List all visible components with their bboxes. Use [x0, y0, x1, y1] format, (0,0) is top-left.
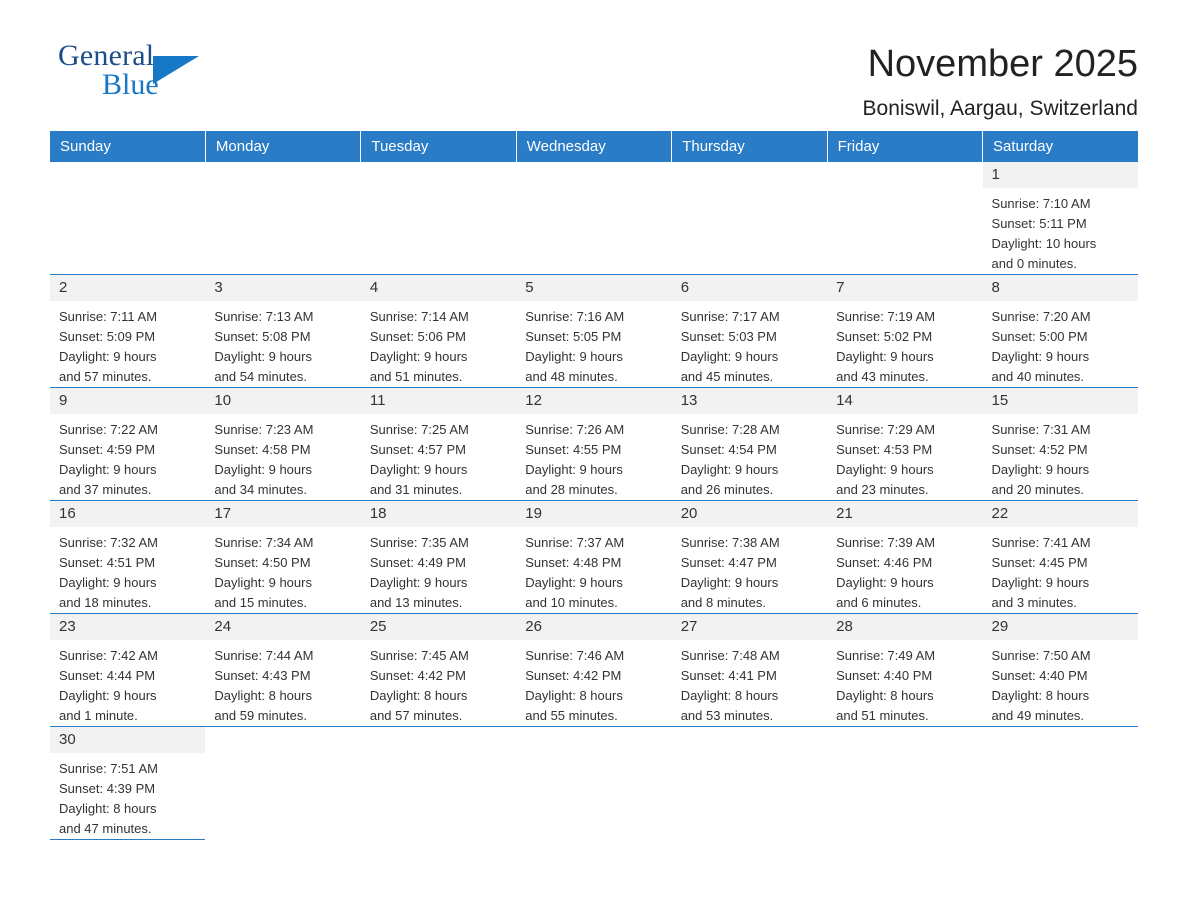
day-info-daylight2: and 6 minutes.: [836, 595, 922, 610]
day-info-sunset: Sunset: 4:40 PM: [991, 668, 1088, 683]
day-info-sunrise: Sunrise: 7:34 AM: [214, 535, 314, 550]
calendar-day-cell[interactable]: [361, 501, 516, 614]
calendar-table: [50, 131, 1138, 840]
location-subtitle: Boniswil, Aargau, Switzerland: [862, 97, 1138, 120]
page-header: [50, 39, 1138, 120]
day-number: 26: [516, 614, 671, 640]
day-number: 12: [516, 388, 671, 414]
day-info: [827, 527, 982, 613]
calendar-week-row: [50, 275, 1138, 388]
day-info-sunrise: Sunrise: 7:26 AM: [525, 422, 625, 437]
day-info-daylight1: Daylight: 9 hours: [525, 462, 623, 477]
day-info-daylight2: and 57 minutes.: [369, 708, 463, 723]
day-number: 15: [983, 388, 1138, 414]
day-info-sunrise: Sunrise: 7:29 AM: [836, 422, 936, 437]
day-info-daylight1: Daylight: 8 hours: [991, 688, 1090, 703]
calendar-cell-empty: [827, 162, 982, 275]
day-info: [361, 301, 516, 387]
calendar-cell-blank: [516, 727, 671, 840]
day-number: 24: [205, 614, 360, 640]
calendar-day-cell[interactable]: [50, 388, 205, 501]
day-info-daylight1: Daylight: 9 hours: [59, 349, 157, 364]
day-info-sunset: Sunset: 4:53 PM: [836, 442, 933, 457]
day-info: [205, 414, 360, 500]
day-info: [50, 640, 205, 726]
day-info-sunrise: Sunrise: 7:10 AM: [991, 196, 1091, 211]
day-info: [983, 640, 1138, 726]
calendar-day-cell[interactable]: [361, 388, 516, 501]
day-info-daylight1: Daylight: 9 hours: [836, 349, 934, 364]
calendar-day-cell[interactable]: [672, 501, 827, 614]
day-info: [516, 414, 671, 500]
day-info-sunrise: Sunrise: 7:28 AM: [680, 422, 780, 437]
day-info-daylight1: Daylight: 9 hours: [680, 462, 779, 477]
day-info-sunrise: Sunrise: 7:39 AM: [836, 535, 936, 550]
calendar-day-cell[interactable]: [516, 614, 671, 727]
day-number: 14: [827, 388, 982, 414]
day-info: [50, 414, 205, 500]
day-number: 18: [361, 501, 516, 527]
calendar-cell-empty: [361, 162, 516, 275]
day-info-daylight2: and 37 minutes.: [59, 482, 152, 497]
calendar-day-cell[interactable]: [672, 614, 827, 727]
calendar-day-cell[interactable]: [205, 388, 360, 501]
day-info: [361, 414, 516, 500]
logo: [50, 40, 260, 112]
day-info: [516, 640, 671, 726]
calendar-cell-blank: [983, 727, 1138, 840]
day-info-daylight2: and 40 minutes.: [991, 369, 1085, 384]
day-info-sunset: Sunset: 4:57 PM: [369, 442, 466, 457]
day-info-sunrise: Sunrise: 7:44 AM: [214, 648, 314, 663]
day-info-daylight1: Daylight: 8 hours: [836, 688, 934, 703]
day-info-sunrise: Sunrise: 7:48 AM: [680, 648, 780, 663]
day-info-sunrise: Sunrise: 7:19 AM: [836, 309, 936, 324]
day-info-daylight2: and 20 minutes.: [991, 482, 1085, 497]
day-info-sunset: Sunset: 4:54 PM: [680, 442, 777, 457]
day-info-daylight1: Daylight: 9 hours: [680, 575, 779, 590]
day-info-sunset: Sunset: 4:55 PM: [525, 442, 622, 457]
calendar-day-cell[interactable]: [827, 388, 982, 501]
day-info-sunset: Sunset: 4:39 PM: [59, 781, 156, 796]
day-info-daylight2: and 59 minutes.: [214, 708, 307, 723]
day-info-daylight2: and 54 minutes.: [214, 369, 307, 384]
day-info: [50, 527, 205, 613]
day-info-sunset: Sunset: 4:45 PM: [991, 555, 1088, 570]
calendar-week-row: [50, 388, 1138, 501]
day-number: 20: [672, 501, 827, 527]
calendar-day-cell[interactable]: [50, 501, 205, 614]
day-number: 13: [672, 388, 827, 414]
calendar-day-cell[interactable]: [983, 388, 1138, 501]
day-info-daylight1: Daylight: 9 hours: [59, 688, 157, 703]
day-number: 8: [983, 275, 1138, 301]
day-info-sunset: Sunset: 4:47 PM: [680, 555, 777, 570]
day-info-sunset: Sunset: 4:42 PM: [369, 668, 466, 683]
calendar-week-row: [50, 614, 1138, 727]
day-info-daylight1: Daylight: 9 hours: [836, 462, 934, 477]
day-info-sunrise: Sunrise: 7:13 AM: [214, 309, 314, 324]
day-info-daylight2: and 15 minutes.: [214, 595, 307, 610]
calendar-day-cell[interactable]: [361, 275, 516, 388]
day-number: 9: [50, 388, 205, 414]
day-info-sunrise: Sunrise: 7:37 AM: [525, 535, 625, 550]
day-info-daylight1: Daylight: 9 hours: [214, 575, 312, 590]
calendar-day-cell[interactable]: [50, 275, 205, 388]
day-number: 22: [983, 501, 1138, 527]
calendar-week-row: [50, 727, 1138, 840]
day-info: [983, 414, 1138, 500]
calendar-day-cell[interactable]: [827, 501, 982, 614]
day-info-daylight1: Daylight: 9 hours: [680, 349, 779, 364]
calendar-cell-empty: [50, 162, 205, 275]
day-info-daylight1: Daylight: 10 hours: [991, 236, 1097, 251]
calendar-day-cell[interactable]: [672, 388, 827, 501]
day-info-sunrise: Sunrise: 7:32 AM: [59, 535, 158, 550]
day-info-daylight2: and 28 minutes.: [525, 482, 618, 497]
day-info: [827, 414, 982, 500]
calendar-cell-blank: [672, 727, 827, 840]
calendar-week-row: [50, 501, 1138, 614]
day-info-sunrise: Sunrise: 7:14 AM: [369, 309, 469, 324]
day-info-daylight2: and 3 minutes.: [991, 595, 1077, 610]
weekday-header-thursday: Thursday: [672, 131, 827, 162]
weekday-header-monday: Monday: [205, 131, 360, 162]
calendar-cell-empty: [672, 162, 827, 275]
day-info-sunset: Sunset: 5:06 PM: [369, 329, 466, 344]
day-number: 1: [983, 162, 1138, 188]
day-info-daylight1: Daylight: 9 hours: [369, 462, 468, 477]
day-info: [50, 753, 205, 839]
calendar-cell-empty: [516, 162, 671, 275]
day-info-sunset: Sunset: 4:46 PM: [836, 555, 933, 570]
day-info-sunset: Sunset: 4:50 PM: [214, 555, 311, 570]
day-info: [361, 527, 516, 613]
day-info-sunrise: Sunrise: 7:25 AM: [369, 422, 469, 437]
day-info: [361, 640, 516, 726]
day-info-daylight2: and 23 minutes.: [836, 482, 929, 497]
day-info-daylight1: Daylight: 9 hours: [991, 575, 1090, 590]
title-block: [863, 40, 1138, 124]
day-info-sunset: Sunset: 5:03 PM: [680, 329, 777, 344]
day-number: 16: [50, 501, 205, 527]
day-info-daylight1: Daylight: 9 hours: [369, 349, 468, 364]
day-info-daylight2: and 53 minutes.: [680, 708, 774, 723]
day-info-daylight1: Daylight: 8 hours: [525, 688, 623, 703]
day-info-sunrise: Sunrise: 7:46 AM: [525, 648, 625, 663]
day-info: [516, 301, 671, 387]
day-info-daylight2: and 1 minute.: [59, 708, 138, 723]
day-info-sunrise: Sunrise: 7:38 AM: [680, 535, 780, 550]
weekday-header-friday: Friday: [827, 131, 982, 162]
day-info-sunset: Sunset: 4:51 PM: [59, 555, 156, 570]
weekday-header-wednesday: Wednesday: [516, 131, 671, 162]
calendar-cell-blank: [361, 727, 516, 840]
day-number: 23: [50, 614, 205, 640]
day-info-sunrise: Sunrise: 7:22 AM: [59, 422, 158, 437]
logo-triangle-icon: [153, 56, 199, 84]
day-info: [50, 301, 205, 387]
day-info-sunset: Sunset: 4:42 PM: [525, 668, 622, 683]
day-info-daylight2: and 57 minutes.: [59, 369, 152, 384]
day-info-daylight1: Daylight: 8 hours: [59, 801, 157, 816]
day-info-daylight1: Daylight: 9 hours: [836, 575, 934, 590]
day-number: 21: [827, 501, 982, 527]
day-info-daylight2: and 47 minutes.: [59, 821, 152, 836]
day-info-daylight1: Daylight: 9 hours: [991, 462, 1090, 477]
calendar-week-row: [50, 162, 1138, 275]
logo-text-general: General: [58, 39, 155, 72]
calendar-day-cell[interactable]: [983, 162, 1138, 275]
day-info-daylight1: Daylight: 9 hours: [59, 462, 157, 477]
day-number: 28: [827, 614, 982, 640]
day-number: 19: [516, 501, 671, 527]
day-info: [672, 414, 827, 500]
page-title: November 2025: [867, 43, 1138, 85]
day-info-sunrise: Sunrise: 7:16 AM: [525, 309, 625, 324]
calendar-day-cell[interactable]: [50, 727, 205, 840]
day-info-sunrise: Sunrise: 7:45 AM: [369, 648, 469, 663]
calendar-day-cell[interactable]: [50, 614, 205, 727]
calendar-body: [50, 162, 1138, 840]
day-info: [205, 640, 360, 726]
day-info-daylight1: Daylight: 8 hours: [369, 688, 468, 703]
day-info-daylight2: and 48 minutes.: [525, 369, 618, 384]
day-info-daylight1: Daylight: 9 hours: [59, 575, 157, 590]
day-info-daylight2: and 34 minutes.: [214, 482, 307, 497]
day-info-daylight2: and 55 minutes.: [525, 708, 618, 723]
day-info: [827, 640, 982, 726]
day-number: 10: [205, 388, 360, 414]
day-info-daylight1: Daylight: 9 hours: [525, 575, 623, 590]
logo-text-blue: Blue: [102, 68, 159, 101]
day-info-sunrise: Sunrise: 7:51 AM: [59, 761, 158, 776]
day-info-daylight2: and 26 minutes.: [680, 482, 774, 497]
calendar-day-cell[interactable]: [516, 275, 671, 388]
calendar-cell-blank: [205, 727, 360, 840]
day-number: 29: [983, 614, 1138, 640]
day-number: 5: [516, 275, 671, 301]
day-info-daylight1: Daylight: 9 hours: [991, 349, 1090, 364]
day-info-sunrise: Sunrise: 7:23 AM: [214, 422, 314, 437]
day-info-daylight1: Daylight: 9 hours: [369, 575, 468, 590]
day-number: 2: [50, 275, 205, 301]
day-number: 6: [672, 275, 827, 301]
day-info: [205, 301, 360, 387]
day-info-sunset: Sunset: 5:02 PM: [836, 329, 933, 344]
calendar-day-cell[interactable]: [983, 501, 1138, 614]
day-info: [827, 301, 982, 387]
day-info-sunset: Sunset: 4:44 PM: [59, 668, 156, 683]
calendar-day-cell[interactable]: [827, 614, 982, 727]
day-info-daylight1: Daylight: 9 hours: [214, 349, 312, 364]
day-info-sunset: Sunset: 5:08 PM: [214, 329, 311, 344]
day-info-sunrise: Sunrise: 7:17 AM: [680, 309, 780, 324]
day-info-sunset: Sunset: 4:43 PM: [214, 668, 311, 683]
calendar-day-cell[interactable]: [983, 275, 1138, 388]
day-info-daylight2: and 10 minutes.: [525, 595, 618, 610]
day-info-sunrise: Sunrise: 7:41 AM: [991, 535, 1091, 550]
day-info: [672, 640, 827, 726]
weekday-header-saturday: Saturday: [983, 131, 1138, 162]
day-number: 17: [205, 501, 360, 527]
calendar-cell-blank: [827, 727, 982, 840]
day-info-daylight2: and 0 minutes.: [991, 256, 1077, 271]
day-number: 27: [672, 614, 827, 640]
day-info-daylight2: and 8 minutes.: [680, 595, 766, 610]
day-info-sunset: Sunset: 4:58 PM: [214, 442, 311, 457]
day-info-daylight1: Daylight: 9 hours: [525, 349, 623, 364]
day-info-sunrise: Sunrise: 7:11 AM: [59, 309, 158, 324]
day-info-sunset: Sunset: 5:11 PM: [991, 216, 1087, 231]
calendar-day-cell[interactable]: [516, 501, 671, 614]
day-info-daylight1: Daylight: 8 hours: [680, 688, 779, 703]
day-number: 3: [205, 275, 360, 301]
day-info-daylight2: and 51 minutes.: [836, 708, 929, 723]
calendar-day-cell[interactable]: [983, 614, 1138, 727]
day-info-sunset: Sunset: 4:40 PM: [836, 668, 933, 683]
day-number: 11: [361, 388, 516, 414]
day-info-daylight2: and 31 minutes.: [369, 482, 463, 497]
day-info-daylight2: and 43 minutes.: [836, 369, 929, 384]
day-info-sunrise: Sunrise: 7:50 AM: [991, 648, 1091, 663]
day-info: [516, 527, 671, 613]
day-info: [983, 301, 1138, 387]
day-info-sunrise: Sunrise: 7:20 AM: [991, 309, 1091, 324]
day-info-sunrise: Sunrise: 7:42 AM: [59, 648, 158, 663]
day-info-sunrise: Sunrise: 7:49 AM: [836, 648, 936, 663]
day-info-daylight1: Daylight: 9 hours: [214, 462, 312, 477]
day-info: [205, 527, 360, 613]
day-info-sunset: Sunset: 4:49 PM: [369, 555, 466, 570]
calendar-day-cell[interactable]: [827, 275, 982, 388]
calendar-day-cell[interactable]: [205, 501, 360, 614]
calendar-cell-empty: [205, 162, 360, 275]
day-info: [983, 527, 1138, 613]
calendar-day-cell[interactable]: [205, 614, 360, 727]
day-info-daylight2: and 45 minutes.: [680, 369, 774, 384]
day-number: 30: [50, 727, 205, 753]
weekday-header-sunday: Sunday: [50, 131, 205, 162]
day-info-sunrise: Sunrise: 7:31 AM: [991, 422, 1091, 437]
day-info-sunset: Sunset: 4:41 PM: [680, 668, 777, 683]
day-info-sunrise: Sunrise: 7:35 AM: [369, 535, 469, 550]
day-info-daylight2: and 18 minutes.: [59, 595, 152, 610]
day-info-sunset: Sunset: 4:48 PM: [525, 555, 622, 570]
calendar-day-cell[interactable]: [672, 275, 827, 388]
day-number: 4: [361, 275, 516, 301]
day-info-sunset: Sunset: 4:52 PM: [991, 442, 1088, 457]
day-info-daylight1: Daylight: 8 hours: [214, 688, 312, 703]
day-info-daylight2: and 13 minutes.: [369, 595, 463, 610]
calendar-day-cell[interactable]: [516, 388, 671, 501]
weekday-header-tuesday: Tuesday: [361, 131, 516, 162]
day-info: [672, 527, 827, 613]
calendar-day-cell[interactable]: [205, 275, 360, 388]
day-info-sunset: Sunset: 5:00 PM: [991, 329, 1088, 344]
day-info-daylight2: and 49 minutes.: [991, 708, 1085, 723]
day-info: [672, 301, 827, 387]
day-number: 25: [361, 614, 516, 640]
day-info-sunset: Sunset: 4:59 PM: [59, 442, 156, 457]
day-number: 7: [827, 275, 982, 301]
day-info: [983, 188, 1138, 274]
calendar-day-cell[interactable]: [361, 614, 516, 727]
day-info-daylight2: and 51 minutes.: [369, 369, 463, 384]
weekday-header-row: [50, 131, 1138, 162]
day-info-sunset: Sunset: 5:05 PM: [525, 329, 622, 344]
day-info-sunset: Sunset: 5:09 PM: [59, 329, 156, 344]
